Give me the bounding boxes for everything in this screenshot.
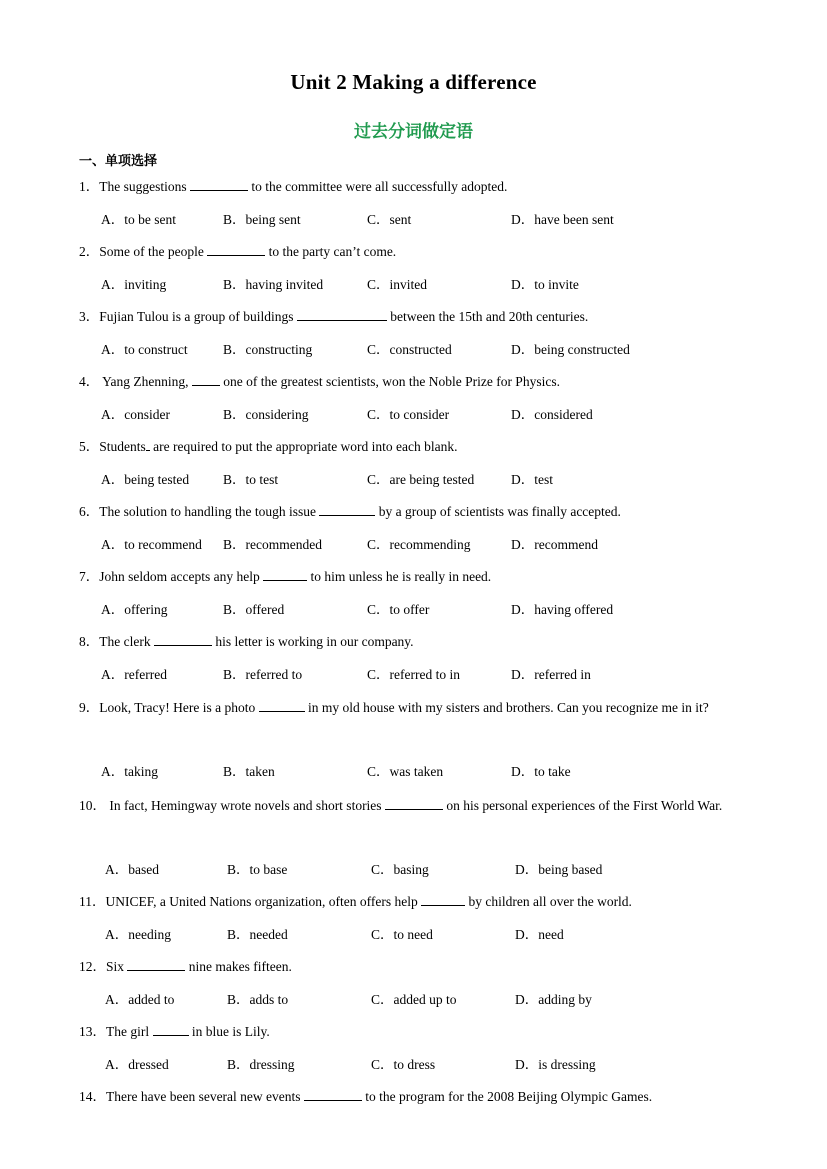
answer-blank[interactable] bbox=[385, 795, 443, 810]
question-text-after: one of the greatest scientists, won the Noble Prize for Physics. bbox=[219, 374, 560, 389]
option-a[interactable]: A．taking bbox=[101, 764, 158, 779]
question-number: 1． bbox=[79, 179, 100, 194]
option-a[interactable]: A．based bbox=[105, 862, 159, 877]
answer-blank[interactable] bbox=[421, 891, 465, 906]
answer-blank[interactable] bbox=[154, 631, 212, 646]
question-text-before: Fujian Tulou is a group of buildings bbox=[99, 309, 297, 324]
option-a[interactable]: A．dressed bbox=[105, 1057, 169, 1072]
option-c[interactable]: C．to need bbox=[371, 927, 433, 942]
question-text-before: There have been several new events bbox=[106, 1089, 304, 1104]
question-text-after: to the committee were all successfully adopted. bbox=[248, 179, 508, 194]
question-text-after: in my old house with my sisters and brothers. Can you recognize me in it? bbox=[304, 700, 709, 715]
option-d[interactable]: D．adding by bbox=[515, 992, 592, 1007]
question-4 bbox=[79, 371, 739, 392]
question-text-before: Six bbox=[106, 959, 128, 974]
options-row bbox=[101, 665, 741, 685]
answer-blank[interactable] bbox=[192, 371, 220, 386]
question-text-after: to the program for the 2008 Beijing Olympic Games. bbox=[361, 1089, 653, 1104]
answer-blank[interactable] bbox=[190, 176, 248, 191]
option-d[interactable]: D．being constructed bbox=[511, 342, 630, 357]
option-b[interactable]: B．offered bbox=[223, 602, 285, 617]
question-text-before: The girl bbox=[106, 1024, 153, 1039]
question-13 bbox=[79, 1021, 739, 1042]
question-text-after: to him unless he is really in need. bbox=[307, 569, 492, 584]
question-number: 7． bbox=[79, 569, 100, 584]
question-number: 4． bbox=[79, 374, 100, 389]
option-b[interactable]: B．needed bbox=[227, 927, 288, 942]
option-d[interactable]: D．recommend bbox=[511, 537, 598, 552]
option-a[interactable]: A．inviting bbox=[101, 277, 167, 292]
question-text-after: between the 15th and 20th centuries. bbox=[386, 309, 589, 324]
option-a[interactable]: A．consider bbox=[101, 407, 170, 422]
answer-blank[interactable] bbox=[153, 1021, 189, 1036]
option-d[interactable]: D．to take bbox=[511, 764, 571, 779]
page-title: Unit 2 Making a difference bbox=[290, 70, 537, 94]
option-d[interactable]: D．referred in bbox=[511, 667, 591, 682]
question-number: 14． bbox=[79, 1089, 106, 1104]
question-text-before: The solution to handling the tough issue bbox=[99, 504, 320, 519]
option-b[interactable]: B．dressing bbox=[227, 1057, 295, 1072]
option-d[interactable]: D．have been sent bbox=[511, 212, 614, 227]
answer-blank[interactable] bbox=[259, 697, 305, 712]
question-14 bbox=[79, 1086, 739, 1107]
option-b[interactable]: B．having invited bbox=[223, 277, 324, 292]
section-heading: 一、单项选择 bbox=[79, 154, 158, 169]
question-number: 5． bbox=[79, 439, 100, 454]
question-6 bbox=[79, 501, 739, 522]
option-d[interactable]: D．having offered bbox=[511, 602, 614, 617]
options-row bbox=[101, 405, 741, 425]
options-row bbox=[101, 340, 741, 360]
option-c[interactable]: C．are being tested bbox=[367, 472, 475, 487]
question-text-before: John seldom accepts any help bbox=[99, 569, 264, 584]
question-1 bbox=[79, 176, 739, 197]
question-text-after: in blue is Lily. bbox=[188, 1024, 270, 1039]
option-a[interactable]: A．to construct bbox=[101, 342, 188, 357]
question-3 bbox=[79, 306, 739, 327]
question-9 bbox=[79, 692, 739, 724]
question-text-after: to the party can’t come. bbox=[265, 244, 397, 259]
options-row bbox=[101, 210, 741, 230]
answer-blank[interactable] bbox=[304, 1086, 362, 1101]
question-7 bbox=[79, 566, 739, 587]
question-2 bbox=[79, 241, 739, 262]
question-text-after: his letter is working in our company. bbox=[211, 634, 414, 649]
question-12 bbox=[79, 956, 739, 977]
option-c[interactable]: C．recommending bbox=[367, 537, 471, 552]
question-number: 2． bbox=[79, 244, 100, 259]
option-a[interactable]: A．referred bbox=[101, 667, 167, 682]
answer-blank[interactable] bbox=[319, 501, 375, 516]
question-text-before: In fact, Hemingway wrote novels and short stories bbox=[106, 798, 385, 813]
question-text-after: by a group of scientists was finally accepted. bbox=[375, 504, 621, 519]
question-text-after: by children all over the world. bbox=[465, 894, 632, 909]
option-d[interactable]: D．need bbox=[515, 927, 564, 942]
option-d[interactable]: D．test bbox=[511, 472, 553, 487]
options-row bbox=[101, 762, 741, 782]
question-text-after: are required to put the appropriate word into each blank. bbox=[149, 439, 458, 454]
option-a[interactable]: A．to recommend bbox=[101, 537, 202, 552]
question-text-after: on his personal experiences of the First World War. bbox=[442, 798, 723, 813]
option-d[interactable]: D．being based bbox=[515, 862, 603, 877]
answer-blank[interactable] bbox=[297, 306, 387, 321]
options-row bbox=[105, 925, 745, 945]
question-text-before: Look, Tracy! Here is a photo bbox=[99, 700, 259, 715]
option-a[interactable]: A．being tested bbox=[101, 472, 190, 487]
option-d[interactable]: D．is dressing bbox=[515, 1057, 596, 1072]
options-row bbox=[101, 470, 741, 490]
option-b[interactable]: B．to test bbox=[223, 472, 279, 487]
option-b[interactable]: B．recommended bbox=[223, 537, 322, 552]
option-c[interactable]: C．referred to in bbox=[367, 667, 460, 682]
options-row bbox=[101, 600, 741, 620]
question-number: 11． bbox=[79, 894, 106, 909]
question-number: 9． bbox=[79, 700, 100, 715]
question-number: 3． bbox=[79, 309, 100, 324]
question-number: 8． bbox=[79, 634, 100, 649]
question-text-before: Students bbox=[99, 439, 146, 454]
option-b[interactable]: B．taken bbox=[223, 764, 275, 779]
option-c[interactable]: C．added up to bbox=[371, 992, 457, 1007]
page-subtitle: 过去分词做定语 bbox=[354, 122, 473, 142]
question-number: 6． bbox=[79, 504, 100, 519]
option-b[interactable]: B．being sent bbox=[223, 212, 301, 227]
option-c[interactable]: C．to consider bbox=[367, 407, 450, 422]
option-d[interactable]: D．considered bbox=[511, 407, 593, 422]
option-c[interactable]: C．to offer bbox=[367, 602, 430, 617]
option-c[interactable]: C．constructed bbox=[367, 342, 452, 357]
question-text-before: The clerk bbox=[99, 634, 154, 649]
question-number: 12． bbox=[79, 959, 106, 974]
question-8 bbox=[79, 631, 739, 652]
option-b[interactable]: B．referred to bbox=[223, 667, 303, 682]
option-a[interactable]: A．to be sent bbox=[101, 212, 176, 227]
option-c[interactable]: C．sent bbox=[367, 212, 412, 227]
option-c[interactable]: C．invited bbox=[367, 277, 427, 292]
question-text-before: Yang Zhenning, bbox=[99, 374, 192, 389]
options-row bbox=[105, 990, 745, 1010]
question-number: 10． bbox=[79, 798, 106, 813]
option-c[interactable]: C．was taken bbox=[367, 764, 444, 779]
question-text-before: The suggestions bbox=[99, 179, 190, 194]
option-b[interactable]: B．to base bbox=[227, 862, 288, 877]
question-text-before: UNICEF, a United Nations organization, often offers help bbox=[105, 894, 422, 909]
option-b[interactable]: B．considering bbox=[223, 407, 309, 422]
question-5 bbox=[79, 436, 739, 457]
options-row bbox=[105, 860, 745, 880]
option-c[interactable]: C．basing bbox=[371, 862, 429, 877]
answer-blank[interactable] bbox=[127, 956, 185, 971]
question-text-after: nine makes fifteen. bbox=[185, 959, 292, 974]
question-10 bbox=[79, 790, 739, 822]
option-c[interactable]: C．to dress bbox=[371, 1057, 436, 1072]
options-row bbox=[101, 275, 741, 295]
option-a[interactable]: A．added to bbox=[105, 992, 175, 1007]
option-a[interactable]: A．needing bbox=[105, 927, 171, 942]
options-row bbox=[101, 535, 741, 555]
question-text-before: Some of the people bbox=[99, 244, 208, 259]
option-b[interactable]: B．adds to bbox=[227, 992, 289, 1007]
options-row bbox=[105, 1055, 745, 1075]
option-d[interactable]: D．to invite bbox=[511, 277, 579, 292]
option-b[interactable]: B．constructing bbox=[223, 342, 313, 357]
question-11 bbox=[79, 891, 739, 912]
option-a[interactable]: A．offering bbox=[101, 602, 168, 617]
answer-blank[interactable] bbox=[207, 241, 265, 256]
question-number: 13． bbox=[79, 1024, 106, 1039]
answer-blank[interactable] bbox=[263, 566, 307, 581]
